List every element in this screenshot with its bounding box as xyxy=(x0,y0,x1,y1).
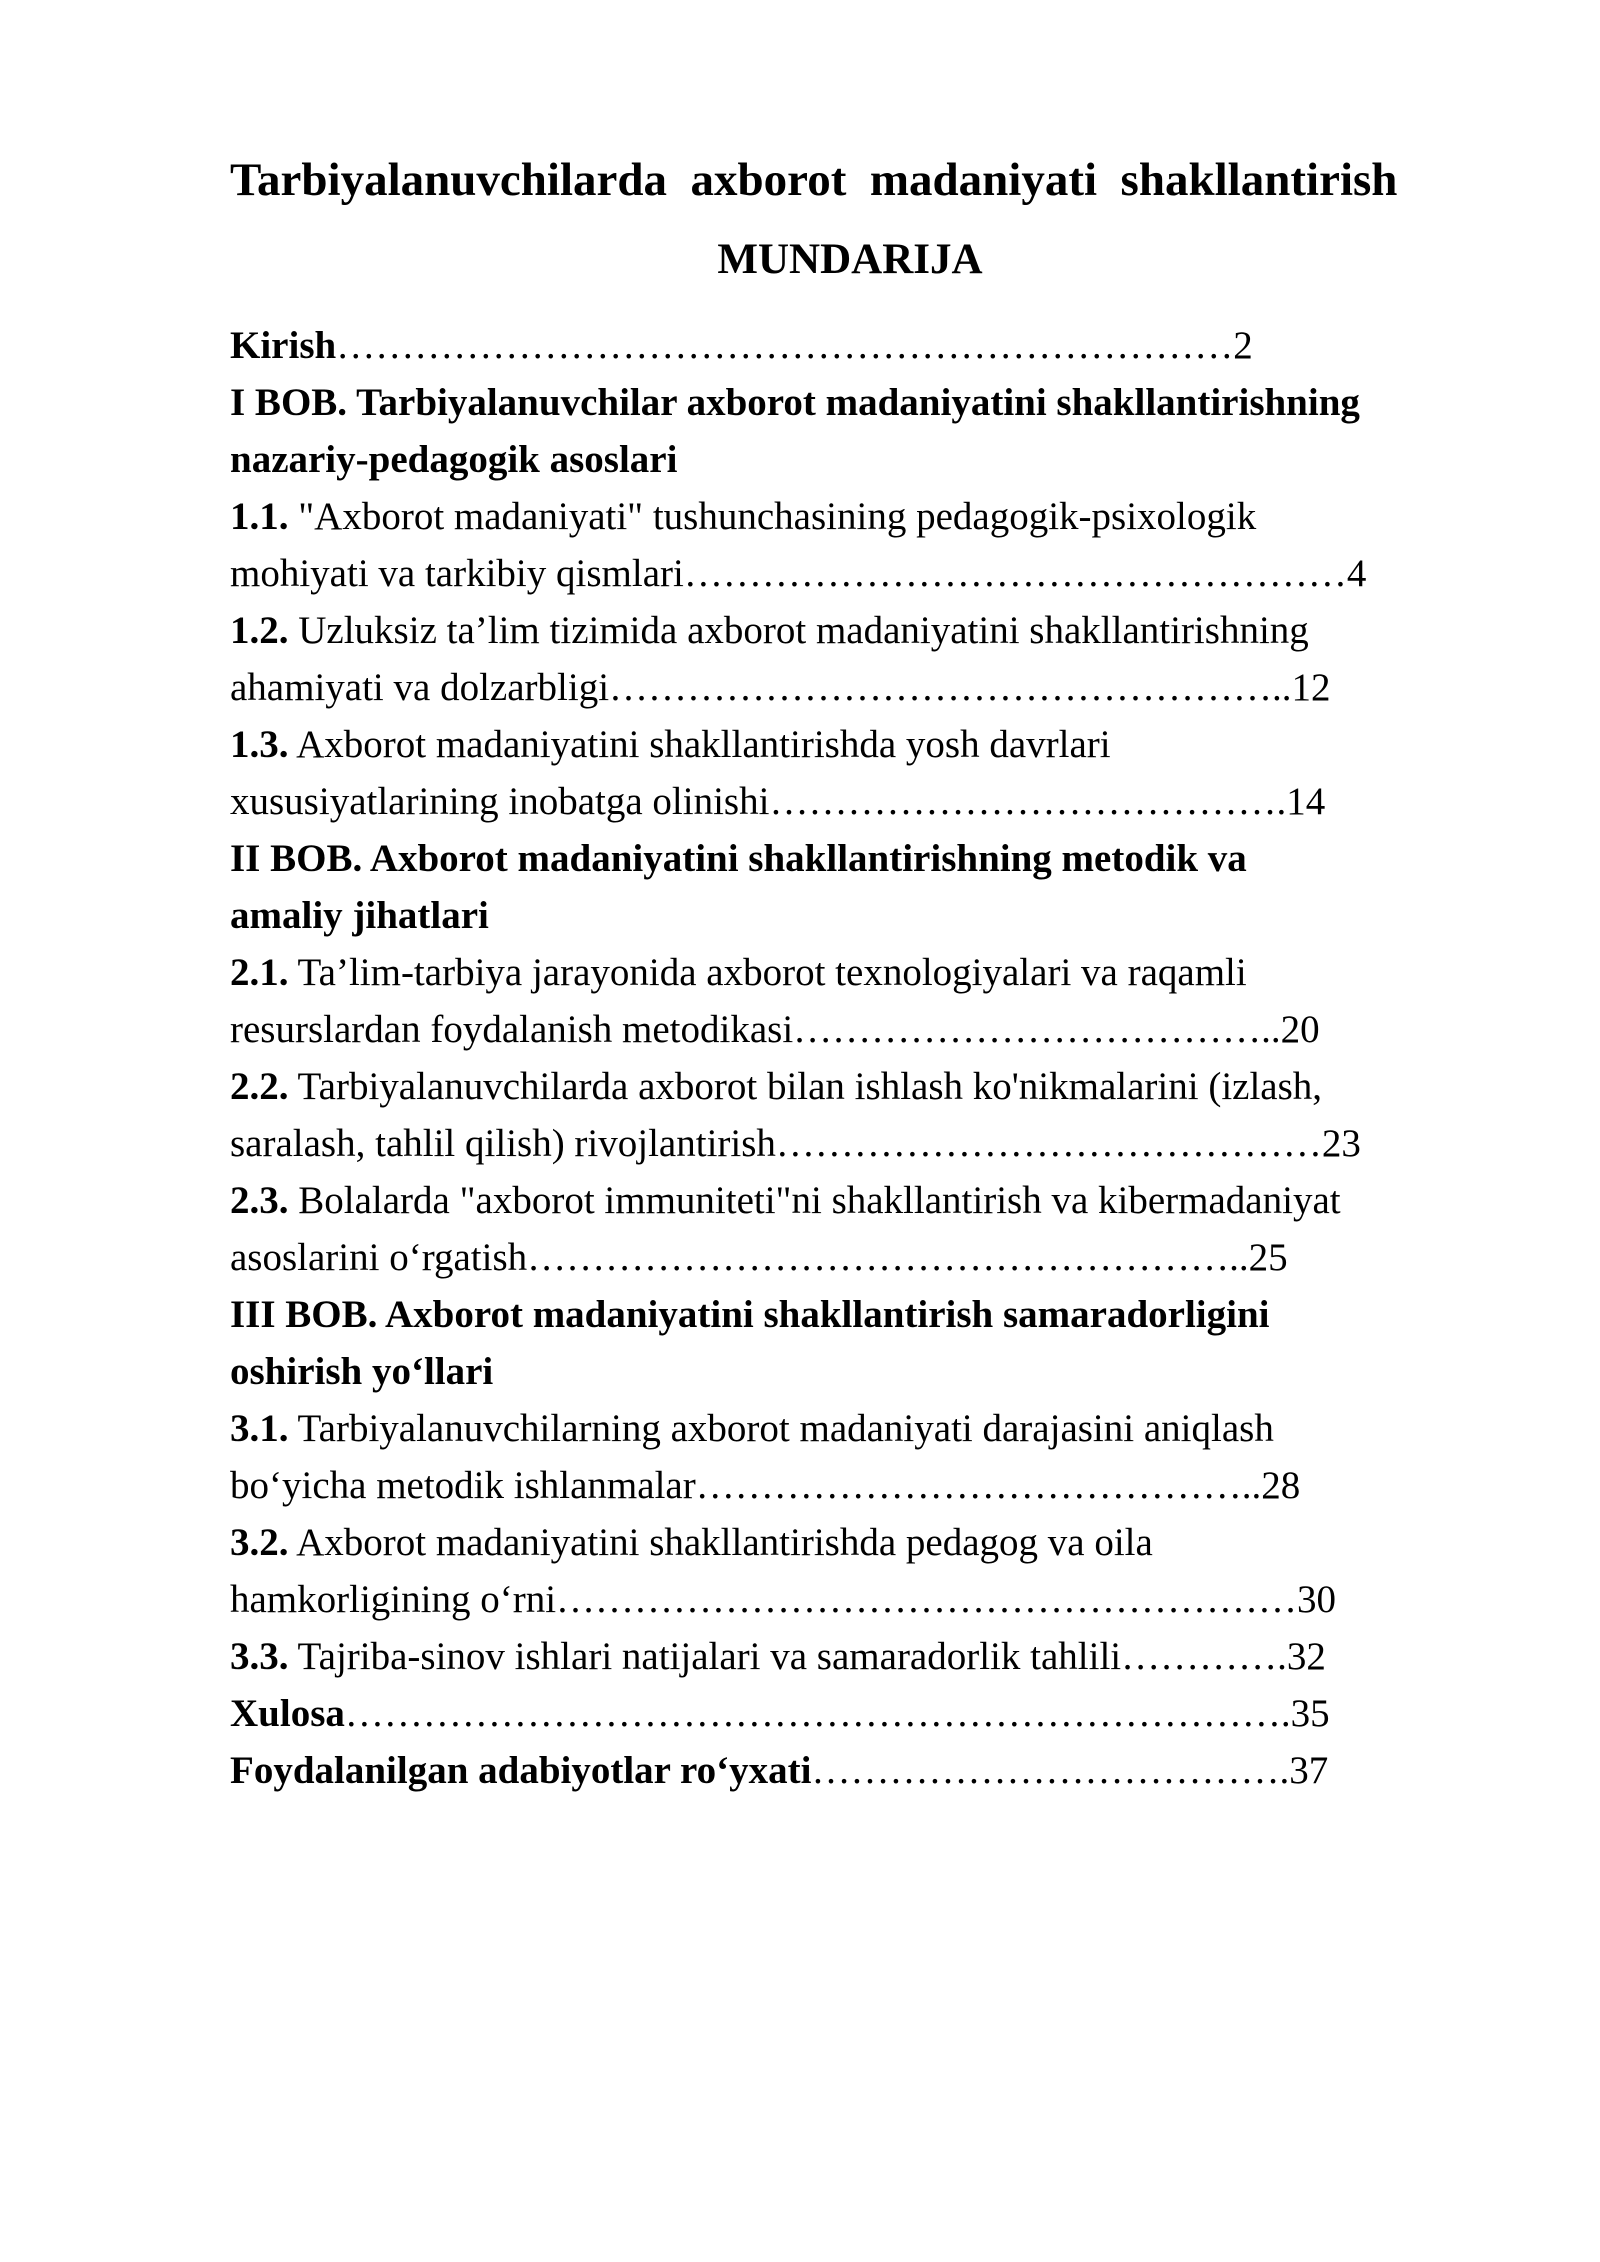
toc-section-3-1[interactable] xyxy=(230,1400,1510,1457)
toc-chapter-2-line2[interactable]: amaliy jihatlari xyxy=(230,894,489,937)
toc-section-1-1[interactable] xyxy=(230,488,1510,545)
toc-section-text: Axborot madaniyatini shakllantirishda pedagog va oila xyxy=(288,1521,1153,1564)
toc-entry-kirish[interactable] xyxy=(230,317,1510,374)
toc-entry-title: Xulosa xyxy=(230,1692,345,1735)
toc-section-text: "Axborot madaniyati" tushunchasining pedagogik-psixologik xyxy=(288,495,1257,538)
toc-entry-leader: ……………………………………………………………….35 xyxy=(344,1692,1330,1735)
toc-section-text: Uzluksiz ta’lim tizimida axborot madaniyatini shakllantirishning xyxy=(288,609,1309,652)
toc-section-text: Axborot madaniyatini shakllantirishda yosh davrlari xyxy=(288,723,1111,766)
toc-section-2-3[interactable] xyxy=(230,1172,1510,1229)
toc-chapter-3-line1[interactable]: III BOB. Axborot madaniyatini shakllantirish samaradorligini xyxy=(230,1293,1270,1336)
toc-section-2-1-cont[interactable]: resurslardan foydalanish metodikasi………………………………..20 xyxy=(230,1008,1320,1051)
toc-section-number: 1.1. xyxy=(230,495,289,538)
toc-section-number: 2.3. xyxy=(230,1179,289,1222)
toc-section-text: Bolalarda "axborot immuniteti"ni shakllantirish va kibermadaniyat xyxy=(288,1179,1341,1222)
toc-entry-xulosa[interactable] xyxy=(230,1685,1510,1742)
toc-section-3-2-cont[interactable]: hamkorligining o‘rni…………………………………………………30 xyxy=(230,1578,1337,1621)
toc-entry-leader: ……………………………………………………………2 xyxy=(336,324,1253,367)
toc-chapter-1-line1[interactable]: I BOB. Tarbiyalanuvchilar axborot madaniyatini shakllantirishning xyxy=(230,381,1360,424)
toc-section-3-3[interactable] xyxy=(230,1628,1510,1685)
toc-section-3-2[interactable] xyxy=(230,1514,1510,1571)
toc-chapter-3-line2[interactable]: oshirish yo‘llari xyxy=(230,1350,494,1393)
toc-section-number: 1.3. xyxy=(230,723,289,766)
toc-section-number: 3.2. xyxy=(230,1521,289,1564)
toc-section-2-3-cont[interactable]: asoslarini o‘rgatish………………………………………………..25 xyxy=(230,1236,1288,1279)
toc-section-1-2-cont[interactable]: ahamiyati va dolzarbligi……………………………………………..12 xyxy=(230,666,1331,709)
toc-section-number: 3.1. xyxy=(230,1407,289,1450)
toc-entry-title: Foydalanilgan adabiyotlar ro‘yxati xyxy=(230,1749,812,1792)
toc-section-text: Tarbiyalanuvchilarning axborot madaniyati darajasini aniqlash xyxy=(288,1407,1274,1450)
toc-chapter-2-line1[interactable]: II BOB. Axborot madaniyatini shakllantirishning metodik va xyxy=(230,837,1247,880)
toc-heading: MUNDARIJA xyxy=(717,236,983,283)
table-of-contents xyxy=(230,317,1510,1799)
toc-section-1-3[interactable] xyxy=(230,716,1510,773)
toc-section-2-1[interactable] xyxy=(230,944,1510,1001)
toc-chapter-1-line2[interactable]: nazariy-pedagogik asoslari xyxy=(230,438,678,481)
toc-entry-leader: ……………………………….37 xyxy=(811,1749,1329,1792)
toc-section-text: Tarbiyalanuvchilarda axborot bilan ishlash ko'nikmalarini (izlash, xyxy=(288,1065,1323,1108)
toc-section-text: Ta’lim-tarbiya jarayonida axborot texnologiyalari va raqamli xyxy=(288,951,1247,994)
document-title: Tarbiyalanuvchilarda axborot madaniyati shakllantirish xyxy=(230,154,1398,206)
toc-section-number: 1.2. xyxy=(230,609,289,652)
toc-section-1-2[interactable] xyxy=(230,602,1510,659)
toc-section-number: 3.3. xyxy=(230,1635,289,1678)
toc-section-1-3-cont[interactable]: xususiyatlarining inobatga olinishi………………………………….14 xyxy=(230,780,1326,823)
toc-section-text: Tajriba-sinov ishlari natijalari va samaradorlik tahlili………….32 xyxy=(288,1635,1326,1678)
toc-section-3-1-cont[interactable]: bo‘yicha metodik ishlanmalar……………………………………..28 xyxy=(230,1464,1301,1507)
toc-section-number: 2.2. xyxy=(230,1065,289,1108)
toc-section-number: 2.1. xyxy=(230,951,289,994)
toc-entry-references[interactable] xyxy=(230,1742,1510,1799)
toc-section-1-1-cont[interactable]: mohiyati va tarkibiy qismlari……………………………………………4 xyxy=(230,552,1367,595)
toc-section-2-2-cont[interactable]: saralash, tahlil qilish) rivojlantirish……………………………………23 xyxy=(230,1122,1361,1165)
toc-entry-title: Kirish xyxy=(230,324,337,367)
toc-section-2-2[interactable] xyxy=(230,1058,1510,1115)
